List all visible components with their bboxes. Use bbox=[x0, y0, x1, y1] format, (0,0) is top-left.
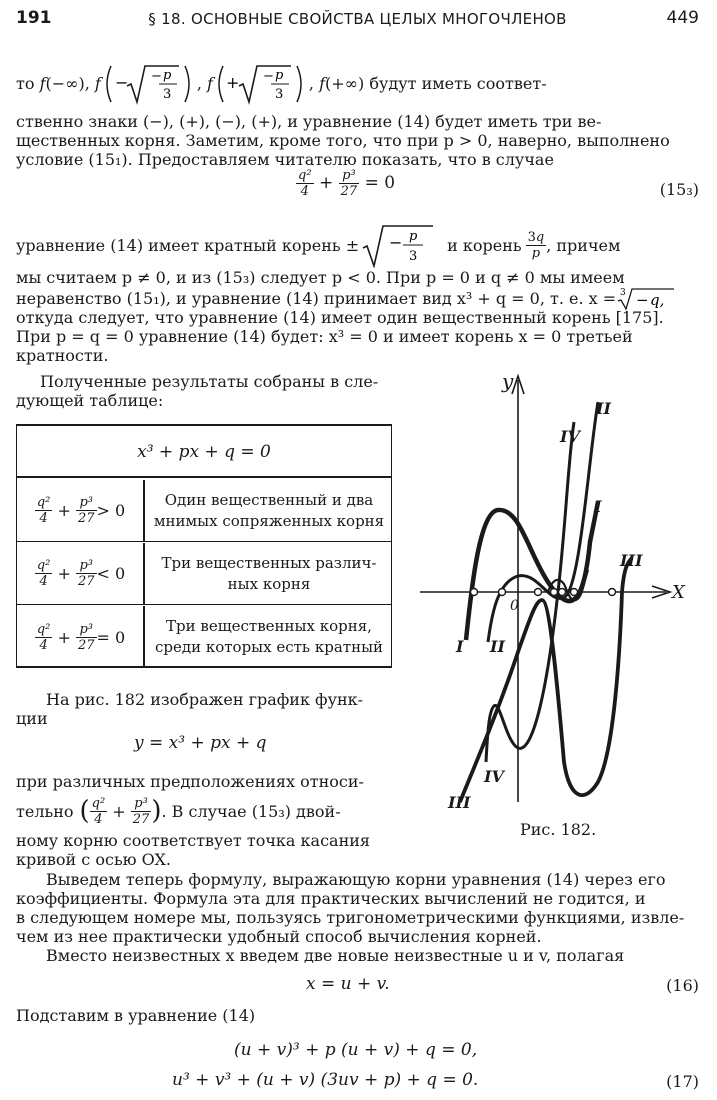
table-row bbox=[17, 606, 391, 668]
paragraph-line: Вместо неизвестных x введем две новые неизвестные u и v, полагая bbox=[46, 946, 625, 965]
text-run: уравнение (14) имеет кратный корень ± bbox=[16, 235, 360, 255]
description-cell: Один вещественный и два мнимых сопряженных корня bbox=[153, 490, 385, 530]
curve-label-4b: IV bbox=[484, 767, 504, 786]
svg-text:3: 3 bbox=[620, 288, 626, 298]
paragraph-line: При p = q = 0 уравнение (14) будет: x³ = 0 и имеет корень x = 0 третьей bbox=[16, 327, 633, 346]
paragraph-1 bbox=[16, 62, 700, 169]
svg-text:−: − bbox=[150, 69, 162, 84]
paragraph-line: кратности. bbox=[16, 346, 109, 365]
root-point bbox=[499, 589, 506, 596]
svg-text:p: p bbox=[409, 229, 418, 244]
svg-text:q,: q, bbox=[650, 291, 665, 309]
axis-label-y: y bbox=[502, 369, 514, 393]
paragraph-line: откуда следует, что уравнение (14) имеет один вещественный корень [175]. bbox=[16, 308, 664, 327]
table-row bbox=[17, 543, 391, 605]
radical-expression bbox=[213, 62, 309, 106]
paragraph-line: ственно знаки (−), (+), (−), (+), и уравнение (14) будет иметь три ве- bbox=[16, 112, 602, 131]
paragraph-line: то f(−∞), f − − p 3 , f + − p 3 , f(+∞) будут иметь соответ- bbox=[16, 62, 700, 106]
page-number: 449 bbox=[666, 8, 699, 28]
paragraph-line: при различных предположениях относи- bbox=[16, 772, 364, 791]
paragraph-line: уравнение (14) имеет кратный корень ± − p 3 и корень $\frac{3q}{p}$ , причем bbox=[16, 222, 700, 268]
figure-caption: Рис. 182. bbox=[520, 820, 597, 839]
section-number: 191 bbox=[16, 8, 52, 28]
paragraph-line: щественных корня. Заметим, кроме того, что при p > 0, наверно, выполнено bbox=[16, 131, 670, 150]
curve-label-2b: II bbox=[490, 637, 505, 656]
root-point bbox=[551, 589, 558, 596]
paragraph-line: мы считаем p ≠ 0, и из (15₃) следует p < 0. При p = 0 и q ≠ 0 мы имеем bbox=[16, 268, 625, 287]
paragraph-line: Подставим в уравнение (14) bbox=[16, 1006, 256, 1025]
curve-label-4: IV bbox=[560, 427, 580, 446]
radical-expression bbox=[359, 222, 437, 268]
svg-text:p: p bbox=[162, 68, 172, 83]
paragraph-4 bbox=[16, 690, 392, 869]
equation-number: (17) bbox=[666, 1072, 699, 1091]
paragraph-line: чем из нее практически удобный способ вычисления корней. bbox=[16, 927, 542, 946]
origin-label: 0 bbox=[510, 598, 519, 614]
equation-15-3: $\frac{\text{q²}}{4}$ + $\frac{\text{p³}}{27}$ = 0 bbox=[298, 168, 396, 199]
discriminant-cell: $\frac{\text{q²}}{4}$ + $\frac{\text{p³}}{27}$ = 0 bbox=[17, 606, 145, 668]
svg-text:3: 3 bbox=[274, 87, 284, 102]
text-run: будут иметь соответ- bbox=[369, 74, 547, 93]
text-run: . В случае (15₃) двой- bbox=[161, 801, 341, 821]
root-point bbox=[535, 589, 542, 596]
paragraph-6 bbox=[16, 1006, 700, 1025]
curve-label-1b: I bbox=[456, 637, 464, 656]
curve-label-2: II bbox=[596, 399, 611, 418]
roots-table bbox=[16, 424, 392, 668]
function-formula: y = x³ + px + q bbox=[134, 733, 267, 753]
discriminant-cell: $\frac{\text{q²}}{4}$ + $\frac{\text{p³}}{27}$ < 0 bbox=[17, 543, 145, 604]
svg-text:−: − bbox=[114, 73, 129, 92]
svg-text:−: − bbox=[389, 233, 403, 252]
equation-17-line-2: u³ + v³ + (u + v) (3uv + p) + q = 0. bbox=[172, 1070, 479, 1090]
description-cell: Три вещественных различ- ных корня bbox=[161, 553, 377, 593]
paragraph-line: условие (15₁). Предоставляем читателю показать, что в случае bbox=[16, 150, 554, 169]
root-point bbox=[571, 589, 578, 596]
paragraph-line: дующей таблице: bbox=[16, 391, 164, 410]
svg-text:−: − bbox=[262, 69, 274, 84]
equation-number: (15₃) bbox=[659, 180, 699, 199]
radical-expression bbox=[101, 62, 197, 106]
paragraph-line: ции bbox=[16, 709, 48, 728]
text-run: , причем bbox=[546, 235, 621, 255]
text-run: неравенство (15₁), и уравнение (14) принимает вид x³ + q = 0, т. е. x = bbox=[16, 289, 617, 308]
curve-1 bbox=[466, 502, 598, 640]
paragraph-line: Выведем теперь формулу, выражающую корни уравнения (14) через его bbox=[46, 870, 666, 889]
table-row bbox=[17, 480, 391, 542]
svg-text:−: − bbox=[636, 291, 649, 309]
figure-182 bbox=[408, 362, 698, 812]
paragraph-line: ному корню соответствует точка касания bbox=[16, 831, 370, 850]
table-header: x³ + px + q = 0 bbox=[17, 426, 391, 478]
curve-label-3b: III bbox=[448, 793, 471, 812]
running-header bbox=[16, 8, 699, 34]
svg-text:p: p bbox=[274, 68, 284, 83]
axis-label-x: X bbox=[672, 582, 685, 603]
paragraph-line bbox=[16, 287, 700, 308]
curve-label-3: III bbox=[620, 551, 643, 570]
equation-number: (16) bbox=[666, 976, 699, 995]
paragraph-2 bbox=[16, 222, 700, 365]
text-run: тельно bbox=[16, 801, 74, 821]
paragraph-line: коэффициенты. Формула эта для практических вычислений не годится, и bbox=[16, 889, 646, 908]
root-point bbox=[609, 589, 616, 596]
paragraph-line: Полученные результаты собраны в сле- bbox=[40, 372, 379, 391]
chapter-title: § 18. ОСНОВНЫЕ СВОЙСТВА ЦЕЛЫХ МНОГОЧЛЕНОВ bbox=[148, 10, 567, 28]
svg-text:3: 3 bbox=[409, 249, 418, 264]
paragraph-5 bbox=[16, 870, 700, 965]
curve-label-1: I bbox=[594, 497, 602, 516]
root-point bbox=[559, 589, 566, 596]
equation-17-line-1: (u + v)³ + p (u + v) + q = 0, bbox=[234, 1040, 478, 1060]
paragraph-line: На рис. 182 изображен график функ- bbox=[46, 690, 364, 709]
paragraph-3 bbox=[16, 372, 400, 410]
discriminant-cell: $\frac{\text{q²}}{4}$ + $\frac{\text{p³}}{27}$ > 0 bbox=[17, 480, 145, 541]
paragraph-line: кривой с осью OX. bbox=[16, 850, 171, 869]
equation-16: x = u + v. bbox=[306, 974, 390, 994]
description-cell: Три вещественных корня, среди которых есть кратный bbox=[154, 617, 384, 656]
svg-text:+: + bbox=[225, 73, 240, 92]
svg-text:3: 3 bbox=[162, 87, 172, 102]
curve-2 bbox=[488, 402, 598, 642]
root-point bbox=[471, 589, 478, 596]
paragraph-line: тельно ( $\frac{\text{q²}}{4}$ + $\frac{\text{p³}}{27}$ ) . В случае (15₃) двой- bbox=[16, 795, 341, 827]
text-run: и корень bbox=[447, 235, 522, 255]
paragraph-line: в следующем номере мы, пользуясь тригонометрическими функциями, извле- bbox=[16, 908, 685, 927]
